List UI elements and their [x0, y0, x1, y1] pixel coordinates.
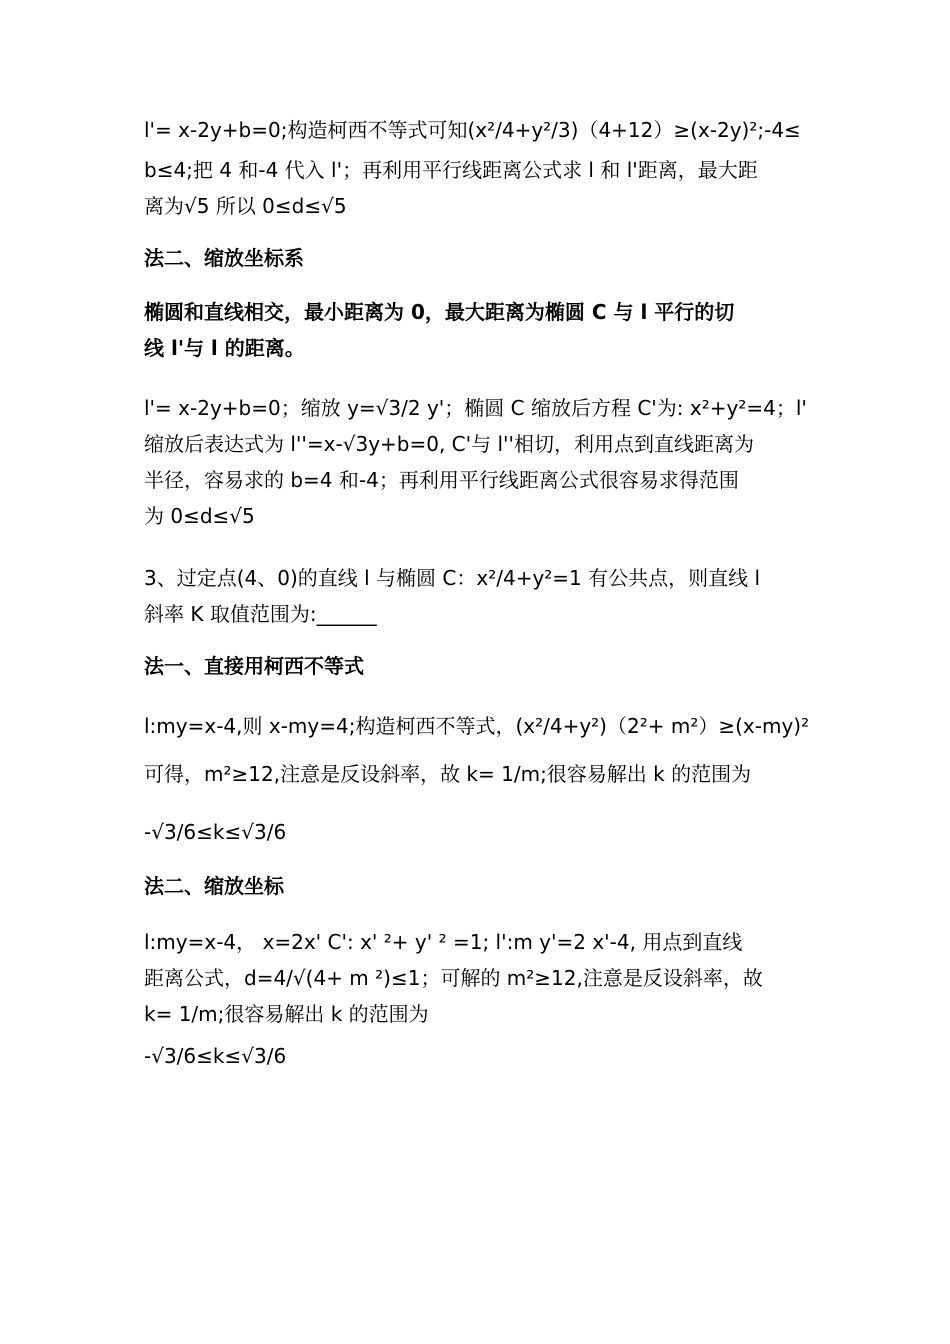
text-line: 3、过定点(4、0)的直线 l 与椭圆 C：x²/4+y²=1 有公共点，则直线 l — [144, 566, 761, 590]
text-line: 距离公式，d=4/√(4+ m ²)≤1；可解的 m²≥12,注意是反设斜率，故 — [144, 966, 763, 990]
paragraph-problem-three — [144, 560, 760, 632]
text-line: 为 0≤d≤√5 — [144, 504, 255, 528]
text-line: l:my=x-4,则 x-my=4;构造柯西不等式，(x²/4+y²)（2²+ m²）≥(x-my)² — [144, 714, 810, 738]
text-line: 线 l'与 l 的距离。 — [144, 336, 305, 360]
paragraph-ellipse-intersection — [144, 294, 734, 366]
text-line: 斜率 K 取值范围为:______ — [144, 602, 377, 626]
text-line: l:my=x-4， x=2x' C': x' ²+ y' ² =1; l':m y'=2 x'-4, 用点到直线 — [144, 930, 743, 954]
text-line: 可得，m²≥12,注意是反设斜率，故 k= 1/m;很容易解出 k 的范围为 — [144, 762, 752, 786]
text-line: 法二、缩放坐标系 — [144, 246, 304, 270]
answer-range-one — [144, 814, 286, 850]
text-line: k= 1/m;很容易解出 k 的范围为 — [144, 1002, 429, 1026]
text-line: l'= x-2y+b=0；缩放 y=√3/2 y'；椭圆 C 缩放后方程 C'为: x²+y²=4；l' — [144, 396, 807, 420]
text-line: 缩放后表达式为 l''=x-√3y+b=0, C'与 l''相切，利用点到直线距离为 — [144, 432, 755, 456]
answer-range-two — [144, 1038, 286, 1074]
heading-method-two-scaling — [144, 240, 304, 276]
text-line: 法二、缩放坐标 — [144, 874, 284, 898]
text-line: 半径，容易求的 b=4 和-4；再利用平行线距离公式很容易求得范围 — [144, 468, 739, 492]
text-line: 椭圆和直线相交，最小距离为 0，最大距离为椭圆 C 与 l 平行的切 — [144, 300, 735, 324]
text-line: l'= x-2y+b=0;构造柯西不等式可知(x²/4+y²/3)（4+12）≥(x-2y)²;-4≤ — [144, 118, 801, 142]
paragraph-coordinate-scaling — [144, 924, 763, 1032]
paragraph-cauchy-method-one — [144, 112, 801, 224]
paragraph-cauchy-result — [144, 756, 751, 792]
paragraph-scaling-solution — [144, 390, 807, 534]
heading-method-two-coordinates — [144, 868, 284, 904]
heading-method-one-cauchy — [144, 648, 364, 684]
text-line: -√3/6≤k≤√3/6 — [144, 820, 287, 844]
text-line: 法一、直接用柯西不等式 — [144, 654, 364, 678]
text-line: 离为√5 所以 0≤d≤√5 — [144, 194, 347, 218]
text-line: -√3/6≤k≤√3/6 — [144, 1044, 287, 1068]
paragraph-cauchy-construction — [144, 708, 809, 744]
text-line: b≤4;把 4 和-4 代入 l'；再利用平行线距离公式求 l 和 l'距离，最大距 — [144, 158, 758, 182]
